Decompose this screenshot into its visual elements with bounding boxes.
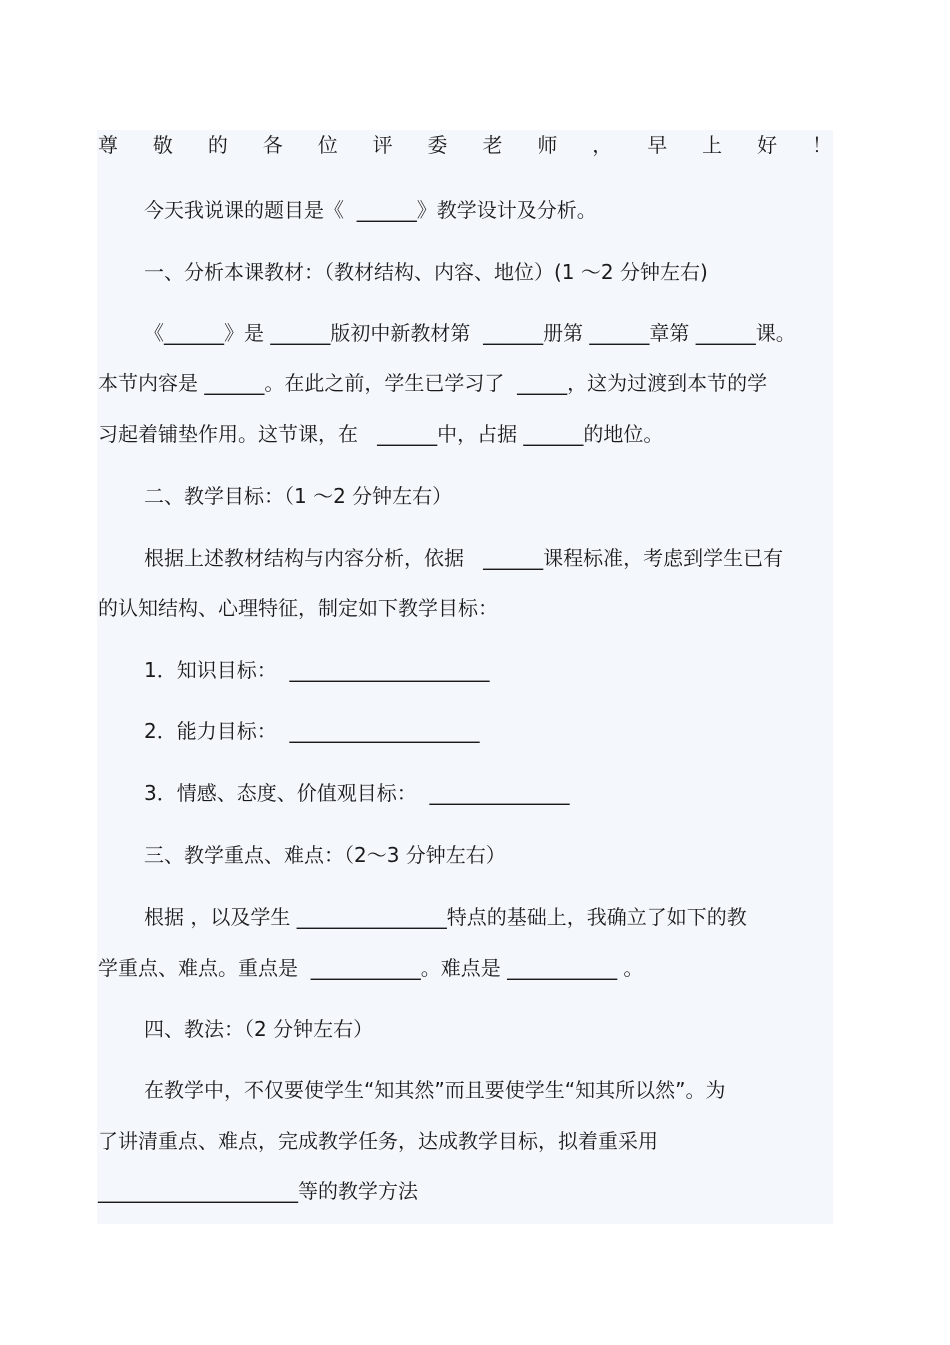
paragraph-line: ____________________等的教学方法	[98, 1179, 418, 1203]
greeting-char: 师	[537, 133, 558, 157]
section-1-heading: 一、分析本课教材：（教材结构、内容、地位）(1 ～2 分钟左右)	[144, 260, 708, 284]
greeting-char: 好	[757, 133, 778, 157]
paragraph-line: 的认知结构、心理特征，制定如下教学目标：	[98, 596, 498, 620]
greeting-char: 的	[207, 133, 228, 157]
paragraph-line: 在教学中，不仅要使学生“知其然”而且要使学生“知其所以然”。为	[144, 1078, 726, 1102]
paragraph-line: 本节内容是 ______。在此之前，学生已学习了 _____，这为过渡到本节的学	[98, 371, 768, 395]
greeting-char: 位	[317, 133, 338, 157]
greeting-line	[98, 132, 832, 158]
greeting-char: 上	[702, 133, 723, 157]
ability-goal-line: 2．能力目标： ___________________	[144, 719, 480, 743]
knowledge-goal-line: 1．知识目标： ____________________	[144, 658, 490, 682]
paragraph-line: 了讲清重点、难点，完成教学任务，达成教学目标，拟着重采用	[98, 1129, 658, 1153]
paragraph-line: 《______》是 ______版初中新教材第 ______册第 ______章第 ______课。	[144, 321, 796, 345]
greeting-char: 早	[647, 133, 668, 157]
greeting-char: 各	[262, 133, 283, 157]
greeting-char: 委	[427, 133, 448, 157]
greeting-char: 老	[482, 133, 503, 157]
paragraph-line: 根据 ，以及学生 _______________特点的基础上，我确立了如下的教	[144, 905, 747, 929]
greeting-char: 尊	[98, 133, 118, 157]
topic-line: 今天我说课的题目是《 ______》教学设计及分析。	[144, 198, 597, 222]
section-2-heading: 二、教学目标：（1 ～2 分钟左右）	[144, 484, 453, 508]
paragraph-line: 学重点、难点。重点是 ___________。难点是 ___________ 。	[98, 956, 644, 980]
emotion-goal-line: 3．情感、态度、价值观目标： ______________	[144, 781, 570, 805]
greeting-char: 敬	[152, 133, 173, 157]
paragraph-line: 习起着铺垫作用。这节课，在 ______中，占据 ______的地位。	[98, 422, 664, 446]
greeting-char: ！	[811, 133, 832, 157]
section-3-heading: 三、教学重点、难点：（2～3 分钟左右）	[144, 843, 506, 867]
greeting-char: 评	[372, 133, 393, 157]
greeting-char: ，	[592, 133, 613, 157]
section-4-heading: 四、教法：（2 分钟左右）	[144, 1017, 374, 1041]
paragraph-line: 根据上述教材结构与内容分析，依据 ______课程标准，考虑到学生已有	[144, 546, 784, 570]
